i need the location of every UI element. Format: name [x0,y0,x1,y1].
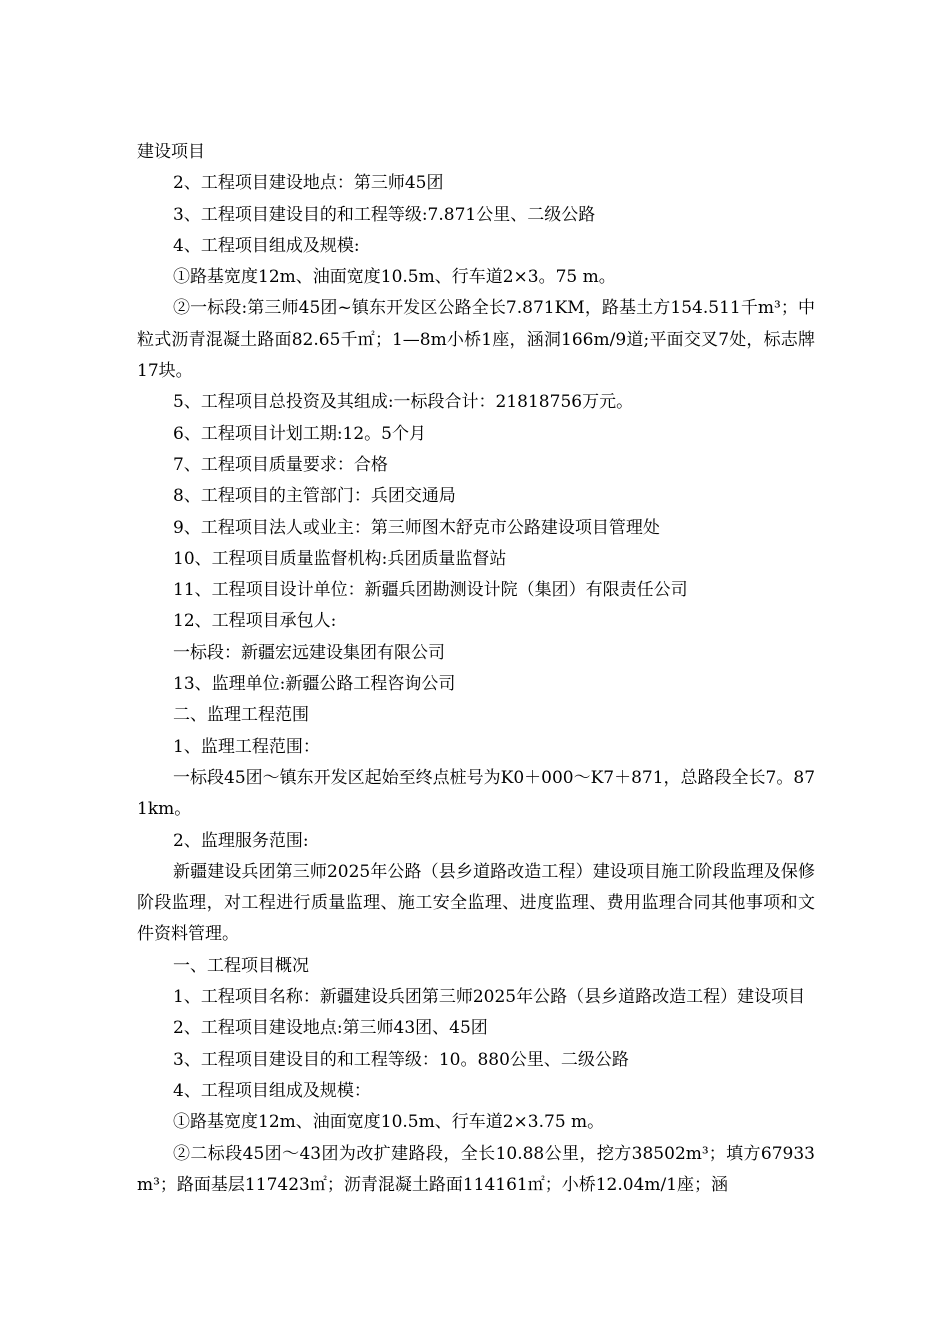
paragraph: 新疆建设兵团第三师2025年公路（县乡道路改造工程）建设项目施工阶段监理及保修阶段监理，对工程进行质量监理、施工安全监理、进度监理、费用监理合同其他事项和文件资料管理。 [137,861,815,945]
paragraph: 4、工程项目组成及规模： [173,1080,371,1101]
paragraph: 3、工程项目建设目的和工程等级:7.871公里、二级公路 [173,204,596,225]
paragraph: 4、工程项目组成及规模: [173,235,360,256]
paragraph: 1、监理工程范围： [173,736,320,757]
document-body [137,137,815,1201]
paragraph: 5、工程项目总投资及其组成:一标段合计：21818756万元。 [173,392,634,413]
paragraph: 1、工程项目名称：新疆建设兵团第三师2025年公路（县乡道路改造工程）建设项目 [173,987,806,1008]
paragraph: ②一标段:第三师45团~镇东开发区公路全长7.871KM，路基土方154.511千m³；中粒式沥青混凝土路面82.65千㎡；1—8m小桥1座，涵洞166m/9道;平面交叉7处，标志牌17块。 [137,298,815,382]
paragraph: 一标段45团～镇东开发区起始至终点桩号为K0＋000～K7＋871，总路段全长7。871km。 [137,767,816,820]
paragraph: 13、监理单位:新疆公路工程咨询公司 [173,674,456,695]
paragraph: 7、工程项目质量要求：合格 [173,454,388,475]
paragraph: 3、工程项目建设目的和工程等级：10。880公里、二级公路 [173,1049,629,1070]
paragraph: 一标段：新疆宏远建设集团有限公司 [173,642,445,663]
paragraph: 二、监理工程范围 [173,705,309,726]
paragraph: 建设项目 [137,142,205,162]
paragraph: 8、工程项目的主管部门：兵团交通局 [173,486,456,507]
paragraph: 10、工程项目质量监督机构:兵团质量监督站 [173,548,507,569]
paragraph: 2、监理服务范围: [173,830,309,851]
paragraph: 2、工程项目建设地点:第三师43团、45团 [173,1018,488,1039]
paragraph: ②二标段45团～43团为改扩建路段，全长10.88公里，挖方38502m³；填方67933m³；路面基层117423㎡；沥青混凝土路面114161㎡；小桥12.04m/1座；涵 [137,1143,815,1195]
paragraph: 一、工程项目概况 [173,955,309,976]
paragraph: 12、工程项目承包人: [173,611,337,632]
paragraph: 11、工程项目设计单位：新疆兵团勘测设计院（集团）有限责任公司 [173,580,688,601]
paragraph: 6、工程项目计划工期:12。5个月 [173,423,426,444]
paragraph: 9、工程项目法人或业主：第三师图木舒克市公路建设项目管理处 [173,517,660,538]
paragraph: ①路基宽度12m、油面宽度10.5m、行车道2×3。75 m。 [173,267,616,288]
paragraph: ①路基宽度12m、油面宽度10.5m、行车道2×3.75 m。 [173,1112,605,1133]
paragraph: 2、工程项目建设地点：第三师45团 [173,173,444,194]
